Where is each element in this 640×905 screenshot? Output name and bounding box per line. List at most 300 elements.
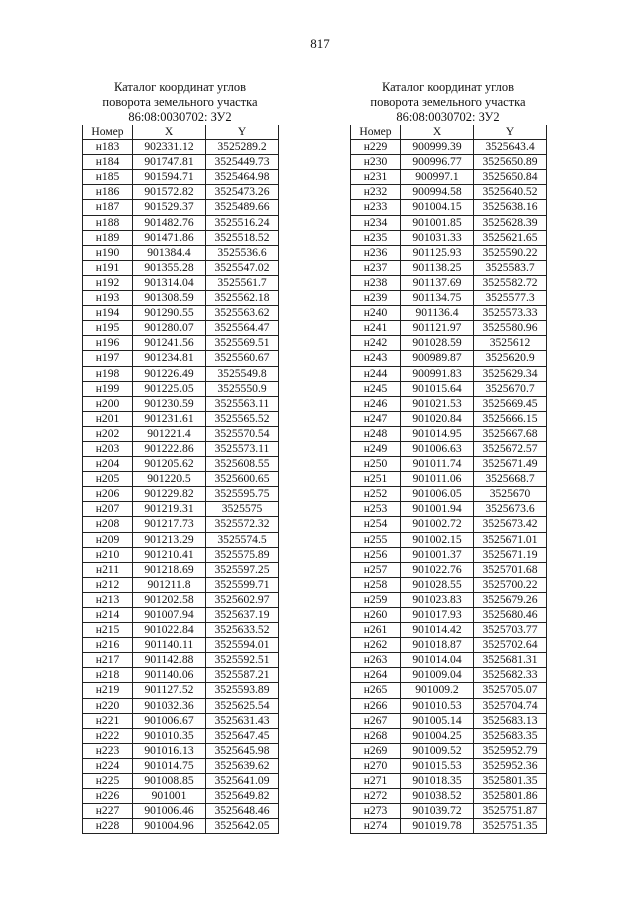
table-row bbox=[83, 668, 279, 683]
x-coordinate-cell: 901016.13 bbox=[133, 743, 206, 758]
point-number-cell: н259 bbox=[351, 592, 401, 607]
table-row bbox=[351, 517, 547, 532]
header-number: Номер bbox=[351, 125, 401, 140]
point-number-cell: н190 bbox=[83, 245, 133, 260]
point-number-cell: н262 bbox=[351, 638, 401, 653]
table-row bbox=[83, 517, 279, 532]
y-coordinate-cell: 3525569.51 bbox=[206, 336, 279, 351]
x-coordinate-cell: 901011.74 bbox=[401, 457, 474, 472]
x-coordinate-cell: 900997.1 bbox=[401, 170, 474, 185]
table-row bbox=[83, 532, 279, 547]
point-number-cell: н225 bbox=[83, 774, 133, 789]
table-row bbox=[83, 275, 279, 290]
header-y: Y bbox=[206, 125, 279, 140]
y-coordinate-cell: 3525600.65 bbox=[206, 472, 279, 487]
point-number-cell: н242 bbox=[351, 336, 401, 351]
header-x: X bbox=[133, 125, 206, 140]
catalog-right bbox=[350, 80, 546, 834]
point-number-cell: н258 bbox=[351, 577, 401, 592]
x-coordinate-cell: 901202.58 bbox=[133, 592, 206, 607]
x-coordinate-cell: 901023.83 bbox=[401, 592, 474, 607]
y-coordinate-cell: 3525621.65 bbox=[474, 230, 547, 245]
header-x: X bbox=[401, 125, 474, 140]
y-coordinate-cell: 3525628.39 bbox=[474, 215, 547, 230]
x-coordinate-cell: 901234.81 bbox=[133, 351, 206, 366]
x-coordinate-cell: 901226.49 bbox=[133, 366, 206, 381]
x-coordinate-cell: 901140.11 bbox=[133, 638, 206, 653]
x-coordinate-cell: 901005.14 bbox=[401, 713, 474, 728]
point-number-cell: н213 bbox=[83, 592, 133, 607]
y-coordinate-cell: 3525560.67 bbox=[206, 351, 279, 366]
point-number-cell: н237 bbox=[351, 260, 401, 275]
x-coordinate-cell: 901747.81 bbox=[133, 155, 206, 170]
table-row bbox=[83, 487, 279, 502]
y-coordinate-cell: 3525473.26 bbox=[206, 185, 279, 200]
table-row bbox=[83, 396, 279, 411]
x-coordinate-cell: 901314.04 bbox=[133, 275, 206, 290]
table-header-row bbox=[351, 125, 547, 140]
y-coordinate-cell: 3525594.01 bbox=[206, 638, 279, 653]
point-number-cell: н195 bbox=[83, 321, 133, 336]
x-coordinate-cell: 901007.94 bbox=[133, 608, 206, 623]
table-row bbox=[351, 728, 547, 743]
point-number-cell: н216 bbox=[83, 638, 133, 653]
table-row bbox=[351, 245, 547, 260]
point-number-cell: н239 bbox=[351, 291, 401, 306]
point-number-cell: н189 bbox=[83, 230, 133, 245]
x-coordinate-cell: 901308.59 bbox=[133, 291, 206, 306]
x-coordinate-cell: 901004.25 bbox=[401, 728, 474, 743]
y-coordinate-cell: 3525670 bbox=[474, 487, 547, 502]
table-row bbox=[83, 758, 279, 773]
y-coordinate-cell: 3525704.74 bbox=[474, 698, 547, 713]
y-coordinate-cell: 3525643.4 bbox=[474, 140, 547, 155]
point-number-cell: н203 bbox=[83, 441, 133, 456]
point-number-cell: н268 bbox=[351, 728, 401, 743]
x-coordinate-cell: 901004.96 bbox=[133, 819, 206, 834]
header-y: Y bbox=[474, 125, 547, 140]
y-coordinate-cell: 3525647.45 bbox=[206, 728, 279, 743]
table-row bbox=[83, 472, 279, 487]
table-row bbox=[83, 577, 279, 592]
y-coordinate-cell: 3525562.18 bbox=[206, 291, 279, 306]
point-number-cell: н251 bbox=[351, 472, 401, 487]
point-number-cell: н226 bbox=[83, 789, 133, 804]
x-coordinate-cell: 901022.84 bbox=[133, 623, 206, 638]
table-row bbox=[351, 170, 547, 185]
y-coordinate-cell: 3525590.22 bbox=[474, 245, 547, 260]
x-coordinate-cell: 901018.35 bbox=[401, 774, 474, 789]
table-row bbox=[351, 774, 547, 789]
table-row bbox=[351, 185, 547, 200]
caption-line-3: 86:08:0030702: ЗУ2 bbox=[396, 110, 500, 124]
y-coordinate-cell: 3525700.22 bbox=[474, 577, 547, 592]
y-coordinate-cell: 3525671.19 bbox=[474, 547, 547, 562]
point-number-cell: н238 bbox=[351, 275, 401, 290]
point-number-cell: н270 bbox=[351, 758, 401, 773]
table-row bbox=[351, 608, 547, 623]
table-row bbox=[83, 774, 279, 789]
table-row bbox=[83, 743, 279, 758]
y-coordinate-cell: 3525801.35 bbox=[474, 774, 547, 789]
table-row bbox=[83, 547, 279, 562]
table-row bbox=[83, 457, 279, 472]
point-number-cell: н264 bbox=[351, 668, 401, 683]
point-number-cell: н202 bbox=[83, 426, 133, 441]
table-row bbox=[351, 321, 547, 336]
point-number-cell: н250 bbox=[351, 457, 401, 472]
point-number-cell: н246 bbox=[351, 396, 401, 411]
y-coordinate-cell: 3525570.54 bbox=[206, 426, 279, 441]
y-coordinate-cell: 3525666.15 bbox=[474, 411, 547, 426]
y-coordinate-cell: 3525464.98 bbox=[206, 170, 279, 185]
y-coordinate-cell: 3525582.72 bbox=[474, 275, 547, 290]
table-row bbox=[351, 487, 547, 502]
point-number-cell: н236 bbox=[351, 245, 401, 260]
point-number-cell: н192 bbox=[83, 275, 133, 290]
y-coordinate-cell: 3525703.77 bbox=[474, 623, 547, 638]
y-coordinate-cell: 3525573.11 bbox=[206, 441, 279, 456]
x-coordinate-cell: 901004.15 bbox=[401, 200, 474, 215]
x-coordinate-cell: 901229.82 bbox=[133, 487, 206, 502]
x-coordinate-cell: 901127.52 bbox=[133, 683, 206, 698]
x-coordinate-cell: 901217.73 bbox=[133, 517, 206, 532]
y-coordinate-cell: 3525648.46 bbox=[206, 804, 279, 819]
x-coordinate-cell: 901006.67 bbox=[133, 713, 206, 728]
y-coordinate-cell: 3525625.54 bbox=[206, 698, 279, 713]
table-row bbox=[83, 260, 279, 275]
x-coordinate-cell: 901017.93 bbox=[401, 608, 474, 623]
y-coordinate-cell: 3525289.2 bbox=[206, 140, 279, 155]
x-coordinate-cell: 901355.28 bbox=[133, 260, 206, 275]
x-coordinate-cell: 901001.94 bbox=[401, 502, 474, 517]
x-coordinate-cell: 901225.05 bbox=[133, 381, 206, 396]
y-coordinate-cell: 3525669.45 bbox=[474, 396, 547, 411]
x-coordinate-cell: 900989.87 bbox=[401, 351, 474, 366]
table-row bbox=[351, 577, 547, 592]
y-coordinate-cell: 3525577.3 bbox=[474, 291, 547, 306]
point-number-cell: н248 bbox=[351, 426, 401, 441]
x-coordinate-cell: 901211.8 bbox=[133, 577, 206, 592]
point-number-cell: н211 bbox=[83, 562, 133, 577]
y-coordinate-cell: 3525801.86 bbox=[474, 789, 547, 804]
y-coordinate-cell: 3525561.7 bbox=[206, 275, 279, 290]
table-row bbox=[83, 562, 279, 577]
point-number-cell: н228 bbox=[83, 819, 133, 834]
x-coordinate-cell: 901015.53 bbox=[401, 758, 474, 773]
y-coordinate-cell: 3525633.52 bbox=[206, 623, 279, 638]
table-row bbox=[83, 608, 279, 623]
x-coordinate-cell: 901009.2 bbox=[401, 683, 474, 698]
point-number-cell: н227 bbox=[83, 804, 133, 819]
x-coordinate-cell: 901002.15 bbox=[401, 532, 474, 547]
x-coordinate-cell: 901142.88 bbox=[133, 653, 206, 668]
coordinates-table bbox=[82, 125, 279, 834]
point-number-cell: н199 bbox=[83, 381, 133, 396]
x-coordinate-cell: 901028.55 bbox=[401, 577, 474, 592]
point-number-cell: н184 bbox=[83, 155, 133, 170]
table-row bbox=[351, 789, 547, 804]
y-coordinate-cell: 3525518.52 bbox=[206, 230, 279, 245]
point-number-cell: н187 bbox=[83, 200, 133, 215]
point-number-cell: н196 bbox=[83, 336, 133, 351]
point-number-cell: н214 bbox=[83, 608, 133, 623]
caption-line-1: Каталог координат углов bbox=[113, 80, 247, 94]
y-coordinate-cell: 3525672.57 bbox=[474, 441, 547, 456]
y-coordinate-cell: 3525645.98 bbox=[206, 743, 279, 758]
y-coordinate-cell: 3525449.73 bbox=[206, 155, 279, 170]
table-row bbox=[83, 411, 279, 426]
x-coordinate-cell: 901014.95 bbox=[401, 426, 474, 441]
x-coordinate-cell: 901006.05 bbox=[401, 487, 474, 502]
table-row bbox=[351, 366, 547, 381]
x-coordinate-cell: 901014.04 bbox=[401, 653, 474, 668]
point-number-cell: н244 bbox=[351, 366, 401, 381]
point-number-cell: н252 bbox=[351, 487, 401, 502]
x-coordinate-cell: 901008.85 bbox=[133, 774, 206, 789]
point-number-cell: н260 bbox=[351, 608, 401, 623]
point-number-cell: н274 bbox=[351, 819, 401, 834]
point-number-cell: н193 bbox=[83, 291, 133, 306]
point-number-cell: н198 bbox=[83, 366, 133, 381]
x-coordinate-cell: 900991.83 bbox=[401, 366, 474, 381]
table-row bbox=[351, 638, 547, 653]
table-row bbox=[351, 426, 547, 441]
table-row bbox=[351, 668, 547, 683]
point-number-cell: н183 bbox=[83, 140, 133, 155]
y-coordinate-cell: 3525547.02 bbox=[206, 260, 279, 275]
y-coordinate-cell: 3525563.62 bbox=[206, 306, 279, 321]
y-coordinate-cell: 3525549.8 bbox=[206, 366, 279, 381]
caption-line-3: 86:08:0030702: ЗУ2 bbox=[128, 110, 232, 124]
y-coordinate-cell: 3525668.7 bbox=[474, 472, 547, 487]
table-row bbox=[83, 819, 279, 834]
point-number-cell: н234 bbox=[351, 215, 401, 230]
point-number-cell: н233 bbox=[351, 200, 401, 215]
point-number-cell: н232 bbox=[351, 185, 401, 200]
table-row bbox=[351, 532, 547, 547]
x-coordinate-cell: 901219.31 bbox=[133, 502, 206, 517]
x-coordinate-cell: 901006.63 bbox=[401, 441, 474, 456]
table-row bbox=[83, 351, 279, 366]
point-number-cell: н217 bbox=[83, 653, 133, 668]
point-number-cell: н219 bbox=[83, 683, 133, 698]
x-coordinate-cell: 901230.59 bbox=[133, 396, 206, 411]
x-coordinate-cell: 901138.25 bbox=[401, 260, 474, 275]
y-coordinate-cell: 3525667.68 bbox=[474, 426, 547, 441]
table-row bbox=[351, 502, 547, 517]
point-number-cell: н240 bbox=[351, 306, 401, 321]
table-row bbox=[351, 562, 547, 577]
table-row bbox=[83, 653, 279, 668]
point-number-cell: н271 bbox=[351, 774, 401, 789]
y-coordinate-cell: 3525673.6 bbox=[474, 502, 547, 517]
x-coordinate-cell: 900996.77 bbox=[401, 155, 474, 170]
table-row bbox=[83, 200, 279, 215]
table-row bbox=[83, 426, 279, 441]
x-coordinate-cell: 901572.82 bbox=[133, 185, 206, 200]
y-coordinate-cell: 3525536.6 bbox=[206, 245, 279, 260]
caption-line-2: поворота земельного участка bbox=[102, 95, 258, 109]
y-coordinate-cell: 3525595.75 bbox=[206, 487, 279, 502]
table-row bbox=[351, 336, 547, 351]
table-row bbox=[351, 457, 547, 472]
x-coordinate-cell: 901001.85 bbox=[401, 215, 474, 230]
y-coordinate-cell: 3525580.96 bbox=[474, 321, 547, 336]
y-coordinate-cell: 3525608.55 bbox=[206, 457, 279, 472]
x-coordinate-cell: 901014.42 bbox=[401, 623, 474, 638]
x-coordinate-cell: 901222.86 bbox=[133, 441, 206, 456]
table-row bbox=[351, 306, 547, 321]
x-coordinate-cell: 901001 bbox=[133, 789, 206, 804]
table-row bbox=[83, 638, 279, 653]
point-number-cell: н200 bbox=[83, 396, 133, 411]
header-number: Номер bbox=[83, 125, 133, 140]
x-coordinate-cell: 901137.69 bbox=[401, 275, 474, 290]
table-row bbox=[351, 758, 547, 773]
point-number-cell: н206 bbox=[83, 487, 133, 502]
table-row bbox=[351, 260, 547, 275]
table-row bbox=[351, 275, 547, 290]
point-number-cell: н247 bbox=[351, 411, 401, 426]
y-coordinate-cell: 3525565.52 bbox=[206, 411, 279, 426]
point-number-cell: н235 bbox=[351, 230, 401, 245]
x-coordinate-cell: 901280.07 bbox=[133, 321, 206, 336]
x-coordinate-cell: 901039.72 bbox=[401, 804, 474, 819]
y-coordinate-cell: 3525516.24 bbox=[206, 215, 279, 230]
point-number-cell: н209 bbox=[83, 532, 133, 547]
x-coordinate-cell: 901136.4 bbox=[401, 306, 474, 321]
x-coordinate-cell: 901290.55 bbox=[133, 306, 206, 321]
x-coordinate-cell: 901031.33 bbox=[401, 230, 474, 245]
point-number-cell: н188 bbox=[83, 215, 133, 230]
table-row bbox=[83, 713, 279, 728]
x-coordinate-cell: 901231.61 bbox=[133, 411, 206, 426]
y-coordinate-cell: 3525679.26 bbox=[474, 592, 547, 607]
x-coordinate-cell: 901529.37 bbox=[133, 200, 206, 215]
table-row bbox=[83, 592, 279, 607]
y-coordinate-cell: 3525575.89 bbox=[206, 547, 279, 562]
point-number-cell: н257 bbox=[351, 562, 401, 577]
x-coordinate-cell: 901021.53 bbox=[401, 396, 474, 411]
point-number-cell: н256 bbox=[351, 547, 401, 562]
page-number: 817 bbox=[310, 36, 330, 51]
point-number-cell: н231 bbox=[351, 170, 401, 185]
table-row bbox=[351, 291, 547, 306]
table-row bbox=[83, 502, 279, 517]
point-number-cell: н272 bbox=[351, 789, 401, 804]
point-number-cell: н255 bbox=[351, 532, 401, 547]
y-coordinate-cell: 3525631.43 bbox=[206, 713, 279, 728]
x-coordinate-cell: 901009.52 bbox=[401, 743, 474, 758]
point-number-cell: н201 bbox=[83, 411, 133, 426]
y-coordinate-cell: 3525683.35 bbox=[474, 728, 547, 743]
point-number-cell: н253 bbox=[351, 502, 401, 517]
table-row bbox=[351, 592, 547, 607]
y-coordinate-cell: 3525573.33 bbox=[474, 306, 547, 321]
x-coordinate-cell: 901015.64 bbox=[401, 381, 474, 396]
y-coordinate-cell: 3525637.19 bbox=[206, 608, 279, 623]
y-coordinate-cell: 3525638.16 bbox=[474, 200, 547, 215]
table-row bbox=[351, 155, 547, 170]
table-row bbox=[83, 623, 279, 638]
y-coordinate-cell: 3525587.21 bbox=[206, 668, 279, 683]
y-coordinate-cell: 3525671.01 bbox=[474, 532, 547, 547]
y-coordinate-cell: 3525597.25 bbox=[206, 562, 279, 577]
point-number-cell: н261 bbox=[351, 623, 401, 638]
table-row bbox=[351, 396, 547, 411]
y-coordinate-cell: 3525640.52 bbox=[474, 185, 547, 200]
y-coordinate-cell: 3525670.7 bbox=[474, 381, 547, 396]
caption-line-2: поворота земельного участка bbox=[370, 95, 526, 109]
x-coordinate-cell: 901011.06 bbox=[401, 472, 474, 487]
coordinates-table bbox=[350, 125, 547, 834]
x-coordinate-cell: 900994.58 bbox=[401, 185, 474, 200]
y-coordinate-cell: 3525629.34 bbox=[474, 366, 547, 381]
y-coordinate-cell: 3525701.68 bbox=[474, 562, 547, 577]
y-coordinate-cell: 3525612 bbox=[474, 336, 547, 351]
x-coordinate-cell: 901020.84 bbox=[401, 411, 474, 426]
table-row bbox=[83, 185, 279, 200]
table-row bbox=[83, 789, 279, 804]
y-coordinate-cell: 3525639.62 bbox=[206, 758, 279, 773]
table-row bbox=[351, 804, 547, 819]
y-coordinate-cell: 3525702.64 bbox=[474, 638, 547, 653]
point-number-cell: н218 bbox=[83, 668, 133, 683]
point-number-cell: н241 bbox=[351, 321, 401, 336]
x-coordinate-cell: 901010.53 bbox=[401, 698, 474, 713]
table-row bbox=[351, 381, 547, 396]
table-row bbox=[351, 653, 547, 668]
table-row bbox=[83, 321, 279, 336]
table-row bbox=[83, 245, 279, 260]
y-coordinate-cell: 3525563.11 bbox=[206, 396, 279, 411]
y-coordinate-cell: 3525599.71 bbox=[206, 577, 279, 592]
point-number-cell: н204 bbox=[83, 457, 133, 472]
x-coordinate-cell: 901121.97 bbox=[401, 321, 474, 336]
y-coordinate-cell: 3525593.89 bbox=[206, 683, 279, 698]
point-number-cell: н224 bbox=[83, 758, 133, 773]
x-coordinate-cell: 901482.76 bbox=[133, 215, 206, 230]
y-coordinate-cell: 3525952.79 bbox=[474, 743, 547, 758]
point-number-cell: н273 bbox=[351, 804, 401, 819]
table-row bbox=[83, 683, 279, 698]
point-number-cell: н186 bbox=[83, 185, 133, 200]
point-number-cell: н191 bbox=[83, 260, 133, 275]
point-number-cell: н207 bbox=[83, 502, 133, 517]
y-coordinate-cell: 3525682.33 bbox=[474, 668, 547, 683]
y-coordinate-cell: 3525642.05 bbox=[206, 819, 279, 834]
y-coordinate-cell: 3525952.36 bbox=[474, 758, 547, 773]
point-number-cell: н205 bbox=[83, 472, 133, 487]
x-coordinate-cell: 901221.4 bbox=[133, 426, 206, 441]
x-coordinate-cell: 901205.62 bbox=[133, 457, 206, 472]
table-row bbox=[351, 698, 547, 713]
x-coordinate-cell: 901019.78 bbox=[401, 819, 474, 834]
table-row bbox=[351, 743, 547, 758]
x-coordinate-cell: 901002.72 bbox=[401, 517, 474, 532]
point-number-cell: н197 bbox=[83, 351, 133, 366]
y-coordinate-cell: 3525705.07 bbox=[474, 683, 547, 698]
table-row bbox=[83, 306, 279, 321]
y-coordinate-cell: 3525650.84 bbox=[474, 170, 547, 185]
y-coordinate-cell: 3525683.13 bbox=[474, 713, 547, 728]
y-coordinate-cell: 3525602.97 bbox=[206, 592, 279, 607]
point-number-cell: н243 bbox=[351, 351, 401, 366]
x-coordinate-cell: 901028.59 bbox=[401, 336, 474, 351]
point-number-cell: н254 bbox=[351, 517, 401, 532]
table-row bbox=[351, 713, 547, 728]
